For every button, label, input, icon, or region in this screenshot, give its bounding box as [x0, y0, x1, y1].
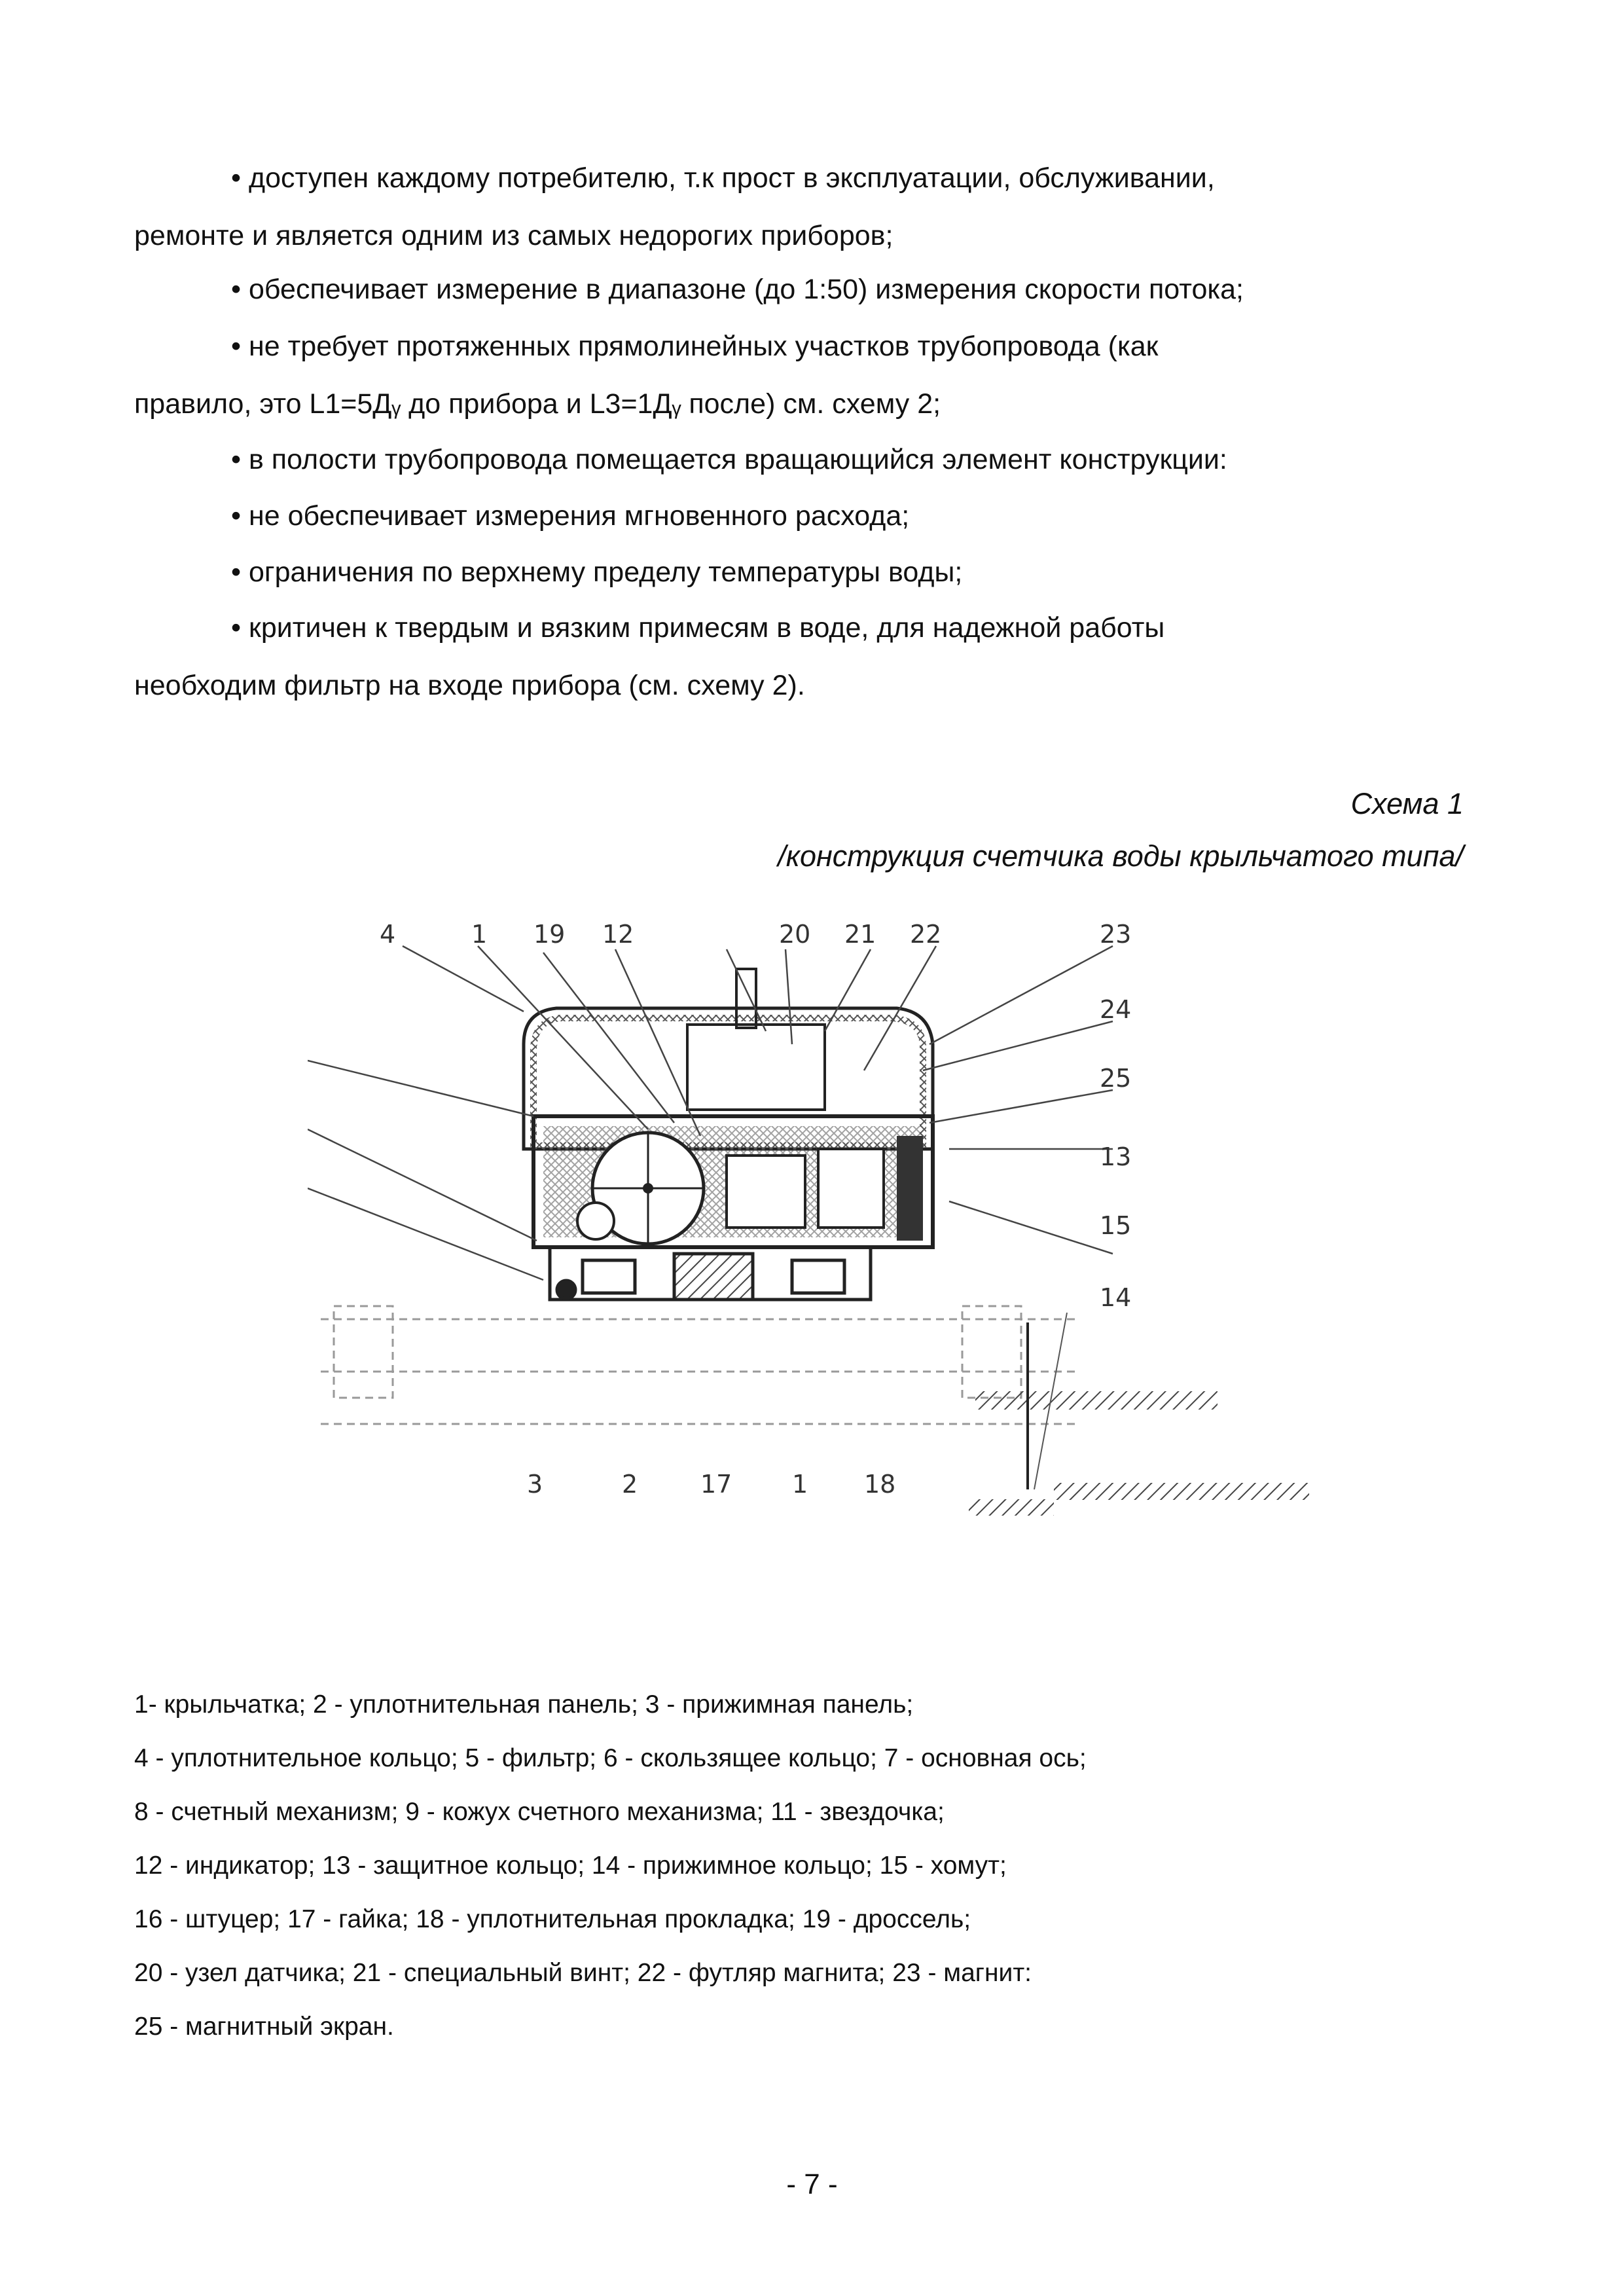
legend-line: 1- крыльчатка; 2 - уплотнительная панель; 3 - прижимная панель;	[134, 1690, 914, 1719]
bullet-line: • не требует протяженных прямолинейных участков трубопровода (как	[231, 331, 1159, 362]
scheme-title: Схема 1	[1350, 787, 1464, 820]
pipe-section	[321, 1306, 1080, 1424]
bullet-line: • доступен каждому потребителю, т.к прост в эксплуатации, обслуживании,	[231, 162, 1215, 194]
part-label: 22	[910, 920, 942, 949]
water-meter-drawing	[308, 913, 1473, 1516]
bullet-paragraph	[134, 431, 1463, 488]
part-label: 3	[527, 1470, 543, 1499]
part-label: 15	[1100, 1211, 1132, 1240]
bullet-paragraph	[134, 599, 1463, 714]
legend-line: 25 - магнитный экран.	[134, 2013, 394, 2041]
part-label: 24	[1100, 995, 1132, 1024]
legend-line: 16 - штуцер; 17 - гайка; 18 - уплотнительная прокладка; 19 - дроссель;	[134, 1905, 971, 1933]
bullet-paragraph	[134, 543, 1463, 601]
part-label: 18	[864, 1470, 896, 1499]
part-label: 13	[1100, 1142, 1132, 1171]
page-number: - 7 -	[786, 2168, 838, 2200]
bullet-paragraph	[134, 487, 1463, 545]
part-label: 1	[792, 1470, 808, 1499]
bullet-line: • не обеспечивает измерения мгновенного расхода;	[231, 500, 910, 532]
part-label: 17	[700, 1470, 732, 1499]
legend-line: 20 - узел датчика; 21 - специальный винт; 22 - футляр магнита; 23 - магнит:	[134, 1959, 1032, 1987]
bullet-paragraph	[134, 261, 1463, 318]
bullet-line: • ограничения по верхнему пределу температуры воды;	[231, 556, 963, 588]
part-label: 19	[533, 920, 566, 949]
legend-line: 12 - индикатор; 13 - защитное кольцо; 14 - прижимное кольцо; 15 - хомут;	[134, 1851, 1007, 1880]
bullet-line-continuation: ремонте и является одним из самых недорогих приборов;	[134, 220, 893, 251]
hatched-slab	[1054, 1483, 1309, 1500]
inner-chamber	[533, 1116, 933, 1247]
legend-line: 4 - уплотнительное кольцо; 5 - фильтр; 6 - скользящее кольцо; 7 - основная ось;	[134, 1744, 1087, 1772]
scheme-subtitle: /конструкция счетчика воды крыльчатого типа/	[778, 839, 1464, 873]
bullet-line-continuation: правило, это L1=5Дᵧ до прибора и L3=1Дᵧ после) см. схему 2;	[134, 388, 941, 420]
part-label: 2	[622, 1470, 638, 1499]
part-label: 23	[1100, 920, 1132, 949]
legend-line: 8 - счетный механизм; 9 - кожух счетного механизма; 11 - звездочка;	[134, 1798, 945, 1826]
part-label: 25	[1100, 1064, 1132, 1093]
part-label: 12	[602, 920, 634, 949]
bullet-line: • критичен к твердым и вязким примесям в воде, для надежной работы	[231, 612, 1165, 644]
part-label: 1	[471, 920, 488, 949]
bullet-line: • в полости трубопровода помещается вращающийся элемент конструкции:	[231, 444, 1227, 475]
bullet-paragraph	[134, 149, 1463, 264]
counting-mechanism	[687, 1025, 825, 1110]
part-label: 21	[844, 920, 876, 949]
part-label: 4	[380, 920, 396, 949]
part-label: 14	[1100, 1283, 1132, 1312]
bullet-line-continuation: необходим фильтр на входе прибора (см. схему 2).	[134, 670, 805, 701]
meter-base	[550, 1247, 871, 1300]
hatched-slab	[975, 1391, 1218, 1410]
bullet-paragraph	[134, 318, 1463, 433]
part-label: 20	[779, 920, 811, 949]
bullet-line: • обеспечивает измерение в диапазоне (до 1:50) измерения скорости потока;	[231, 274, 1244, 305]
hatched-slab	[969, 1499, 1054, 1516]
